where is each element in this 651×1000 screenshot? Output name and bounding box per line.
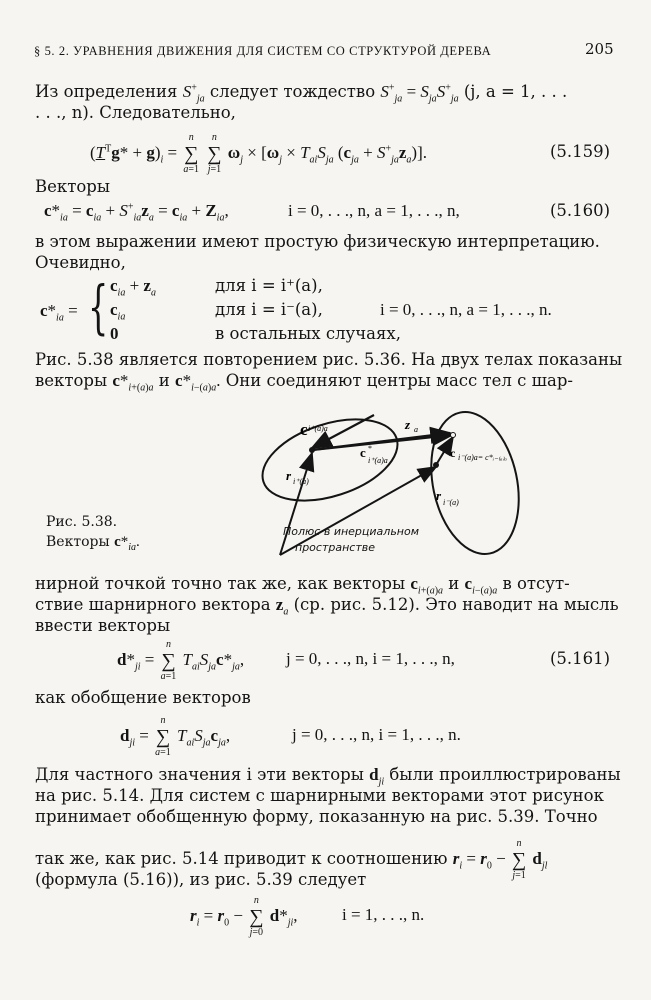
brace: { [88, 273, 109, 341]
label-c-star-plus: c [360, 445, 366, 460]
label-za-sub: a [414, 425, 418, 434]
label-r-minus-sub: i⁻(a) [443, 498, 459, 507]
pole-label: Полюс в инерциальном [283, 525, 420, 538]
case-1: $c_{ia} + z_a$ [110, 276, 156, 299]
paragraph-line: . . ., n). Следовательно, [35, 103, 236, 122]
paragraph-line: Очевидно, [35, 253, 126, 272]
vectors-label: Векторы [35, 177, 110, 196]
case-2: $c_{ia}$ [110, 300, 126, 323]
label-r-minus: r [436, 488, 442, 503]
equation-r-i: $r_i = r_0 - n$ ∑ j=0 $d*_{ji}$, [190, 895, 298, 938]
equation-number: (5.159) [550, 142, 611, 161]
equation-range: i = 0, . . ., n, a = 1, . . ., n, [288, 201, 460, 220]
figure-caption: Рис. 5.38. [46, 514, 118, 530]
case-1-cond: для i = i⁺(a), [215, 276, 323, 295]
paragraph-line: векторы $c*_{i+(a)a}$ и $c*_{i-(a)a}$. Они соединяют центры масс тел с шар- [35, 371, 573, 394]
paragraph-line: в этом выражении имеют простую физическую интерпретацию. [35, 232, 600, 251]
paragraph-line: ствие шарнирного вектора $z_a$ (ср. рис. 5.12). Это наводит на мысль [35, 595, 619, 618]
label-c-star-plus-sub: i⁺(a)a [368, 456, 388, 465]
center-of-mass-right [433, 462, 439, 468]
equation-d-ji: $d_{ji} = n$ ∑ a=1 $T_{ai}S_{ja}c_{ja}$, [120, 715, 231, 758]
equation-number: (5.161) [550, 649, 611, 668]
case-3: 0 [110, 324, 119, 343]
label-r-plus-sub: i⁺(a) [293, 477, 309, 486]
equation-range: i = 1, . . ., n. [342, 905, 425, 924]
case-range: i = 0, . . ., n, a = 1, . . ., n. [380, 300, 552, 319]
label-r-plus: r [286, 468, 292, 483]
joint-point [451, 433, 456, 438]
paragraph-line: ввести векторы [35, 616, 171, 635]
paragraph-line: нирной точкой точно так же, как векторы $c_{i+(a)a}$ и $c_{i-(a)a}$ в отсут- [35, 574, 570, 597]
paragraph-line: так же, как рис. 5.14 приводит к соотношению $r_i = r_0 - n$ ∑ j=1 $d_{jl}$ [35, 838, 548, 881]
equation-5-161: $d*_{ji} = n$ ∑ a=1 $T_{ai}S_{ja}c*_{ja}$, [117, 639, 245, 682]
page-number: 205 [585, 40, 614, 58]
paragraph-line: принимает обобщенную форму, показанную на рис. 5.39. Точно [35, 807, 598, 826]
figure-caption: Векторы $c*_{ia}$. [46, 534, 140, 553]
paragraph-line: (формула (5.16)), из рис. 5.39 следует [35, 870, 367, 889]
equation-5-160: $c*_{ia} = c_{ia} + S^+_{ia}z_a = c_{ia} + Z_{ia}$, [44, 201, 229, 224]
label-c-minus: c [450, 446, 456, 460]
paragraph-line: Из определения $S^+_{ja}$ следует тождество $S^+_{ja} = S_{ja}S^+_{ja}$ (j, a = 1, . . . [35, 82, 568, 105]
label-c-star-plus-sup: * [368, 444, 372, 453]
equation-number: (5.160) [550, 201, 611, 220]
case-3-cond: в остальных случаях, [215, 324, 401, 343]
label-c-plus-sub: i⁺(a)a [308, 424, 328, 433]
paragraph-line: Рис. 5.38 является повторением рис. 5.36. На двух телах показаны [35, 350, 623, 369]
label-c-plus: c [300, 420, 308, 439]
running-title: § 5. 2. УРАВНЕНИЯ ДВИЖЕНИЯ ДЛЯ СИСТЕМ СО СТРУКТУРОЙ ДЕРЕВА [34, 44, 492, 58]
equation-range: j = 0, . . ., n, i = 1, . . ., n, [286, 649, 455, 668]
paragraph-line: как обобщение векторов [35, 688, 251, 707]
center-of-mass-left [309, 447, 315, 453]
label-za: z [405, 417, 411, 432]
equation-range: j = 0, . . ., n, i = 1, . . ., n. [292, 725, 461, 744]
pole-label: пространстве [295, 541, 375, 554]
case-2-cond: для i = i⁻(a), [215, 300, 323, 319]
paragraph-line: на рис. 5.14. Для систем с шарнирными векторами этот рисунок [35, 786, 604, 805]
equation-5-159: $(T^Tg* + g)_i = n$ ∑ a=1 n ∑ j=1 $\omega_j \times [\omega_j \times T_{ai}S_{ja}$ $(c_{ja} + S^+_{ja}z_a)$]. [90, 132, 427, 175]
label-c-minus-sub: i⁻(a)a= c*ᵢ₋₍ₐ₎ₐ [458, 453, 507, 462]
paragraph-line: Для частного значения i эти векторы $d_{ji}$ были проиллюстрированы [35, 765, 621, 788]
cases-lhs: $c*_{ia}$ = [40, 301, 78, 324]
body-ellipse-right [419, 405, 531, 562]
